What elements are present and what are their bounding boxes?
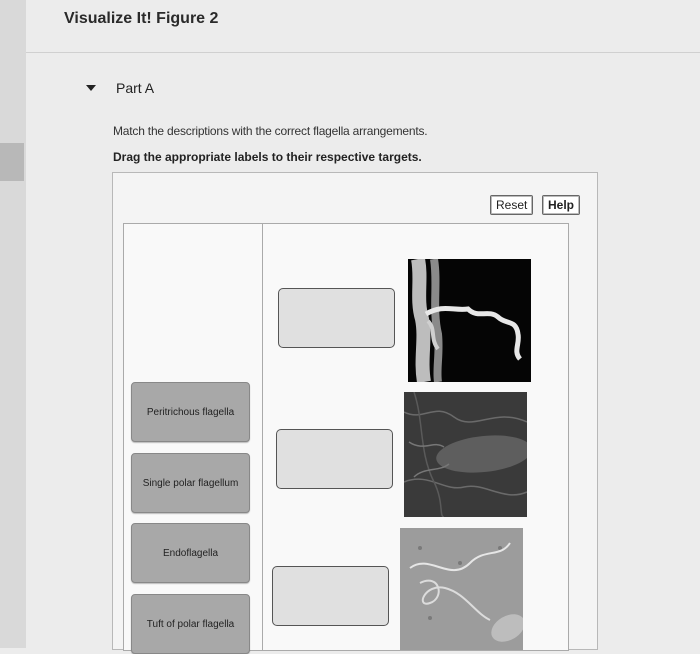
question-panel — [112, 172, 598, 650]
caret-down-icon — [86, 85, 96, 91]
micrograph-spirochete — [408, 259, 531, 382]
left-rail — [0, 0, 26, 648]
page-title: Visualize It! Figure 2 — [64, 10, 219, 27]
drop-target-3[interactable] — [272, 566, 389, 626]
micrograph-polar-flagellum — [400, 528, 523, 650]
drag-drop-area — [123, 223, 569, 651]
instructions-text: Match the descriptions with the correct flagella arrangements. — [113, 124, 428, 138]
label-single-polar[interactable]: Single polar flagellum — [131, 453, 250, 513]
part-a-toggle[interactable] — [86, 80, 154, 96]
drop-target-1[interactable] — [278, 288, 395, 348]
instructions-bold: Drag the appropriate labels to their respective targets. — [113, 150, 422, 164]
micrograph-peritrichous — [404, 392, 527, 517]
drop-target-2[interactable] — [276, 429, 393, 489]
label-tuft-polar[interactable]: Tuft of polar flagella — [131, 594, 250, 654]
reset-button[interactable]: Reset — [490, 195, 533, 215]
label-peritrichous[interactable]: Peritrichous flagella — [131, 382, 250, 442]
label-endoflagella[interactable]: Endoflagella — [131, 523, 250, 583]
help-button[interactable]: Help — [542, 195, 580, 215]
header-divider — [26, 52, 700, 53]
left-rail-tab[interactable] — [0, 143, 24, 181]
column-divider — [262, 224, 263, 650]
part-label: Part A — [116, 80, 155, 96]
